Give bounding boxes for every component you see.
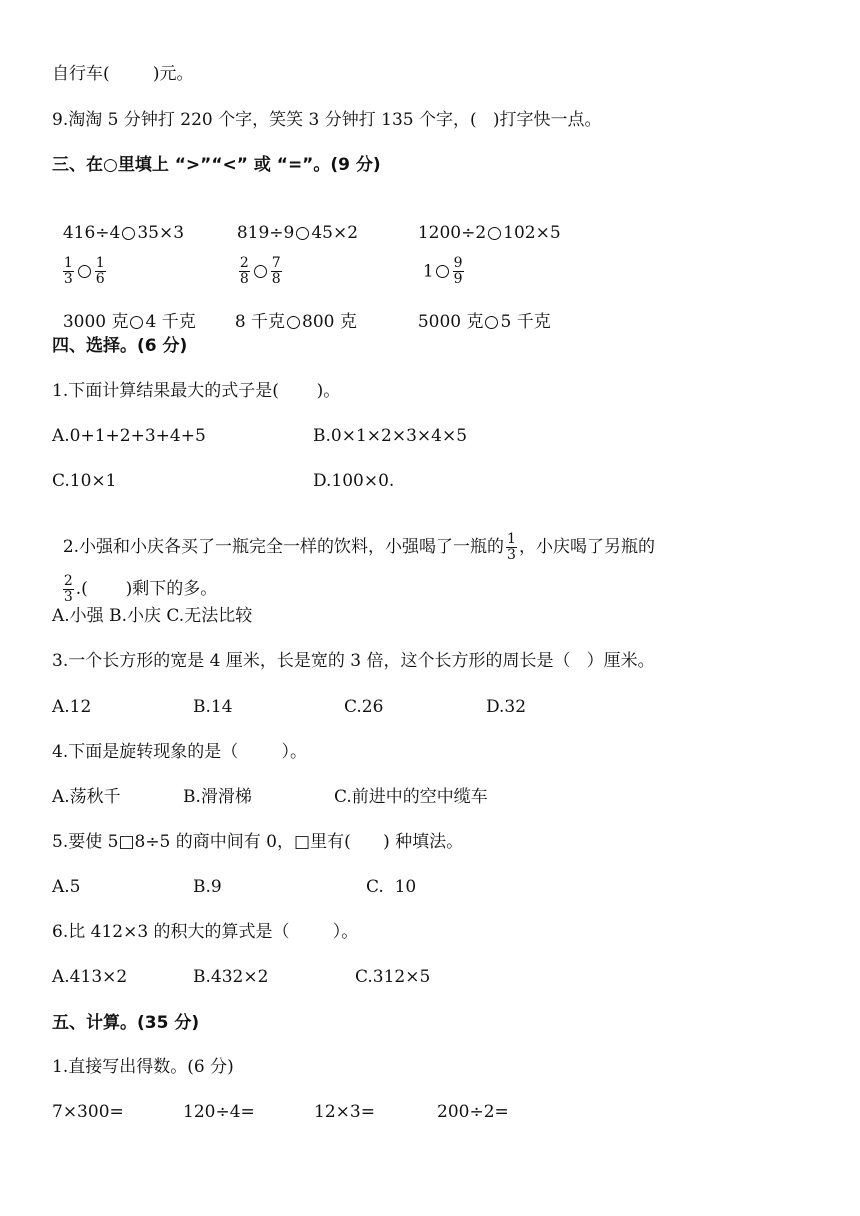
compare-right: 800 克 bbox=[302, 312, 357, 332]
option-a[interactable]: A.413×2 bbox=[52, 967, 128, 987]
blank-circle[interactable] bbox=[436, 265, 449, 278]
question-4-1: 1.下面计算结果最大的式子是( )。 bbox=[52, 381, 341, 401]
blank-circle[interactable] bbox=[485, 316, 498, 329]
question-9: 9.淘淘 5 分钟打 220 个字，笑笑 3 分钟打 135 个字，( )打字快一点。 bbox=[52, 110, 602, 130]
option-c[interactable]: C.前进中的空中缆车 bbox=[334, 787, 488, 807]
blank-circle[interactable] bbox=[130, 316, 143, 329]
blank-circle[interactable] bbox=[122, 227, 135, 240]
compare-4 bbox=[50, 234, 108, 287]
blank-circle[interactable] bbox=[296, 227, 309, 240]
section-5-sub-1: 1.直接写出得数。(6 分) bbox=[52, 1057, 234, 1077]
compare-5 bbox=[226, 234, 284, 287]
compare-9 bbox=[407, 289, 551, 333]
option-c[interactable]: C. 10 bbox=[366, 877, 417, 897]
compare-left: 1 bbox=[422, 261, 434, 282]
prev-line: 自行车( )元。 bbox=[52, 64, 194, 84]
fraction: $\frac{1}{3}$ bbox=[507, 531, 516, 563]
option-a[interactable]: A.5 bbox=[52, 877, 81, 897]
question-text: 2.小强和小庆各买了一瓶完全一样的饮料，小强喝了一瓶的 bbox=[62, 537, 505, 557]
question-4-3: 3.一个长方形的宽是 4 厘米，长是宽的 3 倍，这个长方形的周长是（ ）厘米。 bbox=[52, 651, 655, 671]
blank-circle[interactable] bbox=[287, 316, 300, 329]
option-c[interactable]: C.312×5 bbox=[355, 967, 431, 987]
compare-left: 3000 克 bbox=[62, 312, 129, 332]
compare-left: 416÷4 bbox=[62, 223, 121, 243]
compare-left: 8 千克 bbox=[234, 312, 286, 332]
option-d[interactable]: D.32 bbox=[486, 697, 527, 717]
question-4-5: 5.要使 5□8÷5 的商中间有 0，□里有( ) 种填法。 bbox=[52, 832, 464, 852]
question-4-2-options[interactable]: A.小强 B.小庆 C.无法比较 bbox=[52, 606, 253, 626]
option-c[interactable]: C.26 bbox=[344, 697, 384, 717]
question-text: ，小庆喝了另瓶的 bbox=[518, 537, 655, 557]
option-a[interactable]: A.12 bbox=[52, 697, 92, 717]
fraction: $\frac{1}{3}$ bbox=[63, 255, 73, 287]
compare-6 bbox=[412, 234, 466, 287]
option-b[interactable]: B.滑滑梯 bbox=[183, 787, 252, 807]
calc-item: 200÷2= bbox=[437, 1102, 509, 1122]
blank-circle[interactable] bbox=[488, 227, 501, 240]
section-4-heading: 四、选择。(6 分) bbox=[52, 336, 188, 356]
compare-7 bbox=[52, 289, 196, 333]
compare-right: 35×3 bbox=[137, 223, 185, 243]
calc-item: 120÷4= bbox=[183, 1102, 255, 1122]
question-4-4: 4.下面是旋转现象的是（ ）。 bbox=[52, 742, 307, 762]
option-a[interactable]: A.0+1+2+3+4+5 bbox=[52, 426, 206, 446]
option-c[interactable]: C.10×1 bbox=[52, 471, 117, 491]
calc-item: 7×300= bbox=[52, 1102, 124, 1122]
question-text: .( )剩下的多。 bbox=[75, 579, 218, 599]
section-3-heading: 三、在○里填上 “>”“<” 或 “=”。(9 分) bbox=[52, 155, 381, 175]
fraction: $\frac{9}{9}$ bbox=[453, 255, 463, 287]
fraction: $\frac{2}{3}$ bbox=[63, 573, 73, 605]
option-b[interactable]: B.0×1×2×3×4×5 bbox=[313, 426, 468, 446]
fraction: $\frac{7}{8}$ bbox=[271, 255, 281, 287]
calc-item: 12×3= bbox=[314, 1102, 375, 1122]
compare-right: 4 千克 bbox=[145, 312, 196, 332]
option-d[interactable]: D.100×0. bbox=[313, 471, 395, 491]
option-a[interactable]: A.荡秋千 bbox=[52, 787, 121, 807]
compare-left: 1200÷2 bbox=[417, 223, 487, 243]
fraction: $\frac{1}{6}$ bbox=[95, 255, 105, 287]
option-b[interactable]: B.9 bbox=[193, 877, 222, 897]
blank-circle[interactable] bbox=[254, 265, 267, 278]
question-4-6: 6.比 412×3 的积大的算式是（ ）。 bbox=[52, 922, 359, 942]
option-b[interactable]: B.14 bbox=[193, 697, 233, 717]
compare-left: 5000 克 bbox=[417, 312, 484, 332]
question-4-2-line2 bbox=[52, 552, 217, 605]
compare-right: 45×2 bbox=[311, 223, 359, 243]
option-b[interactable]: B.432×2 bbox=[193, 967, 269, 987]
compare-8 bbox=[224, 289, 357, 333]
compare-right: 5 千克 bbox=[500, 312, 551, 332]
section-5-heading: 五、计算。(35 分) bbox=[52, 1013, 200, 1033]
blank-circle[interactable] bbox=[78, 265, 91, 278]
fraction: $\frac{2}{8}$ bbox=[239, 255, 249, 287]
compare-right: 102×5 bbox=[503, 223, 561, 243]
compare-left: 819÷9 bbox=[236, 223, 295, 243]
